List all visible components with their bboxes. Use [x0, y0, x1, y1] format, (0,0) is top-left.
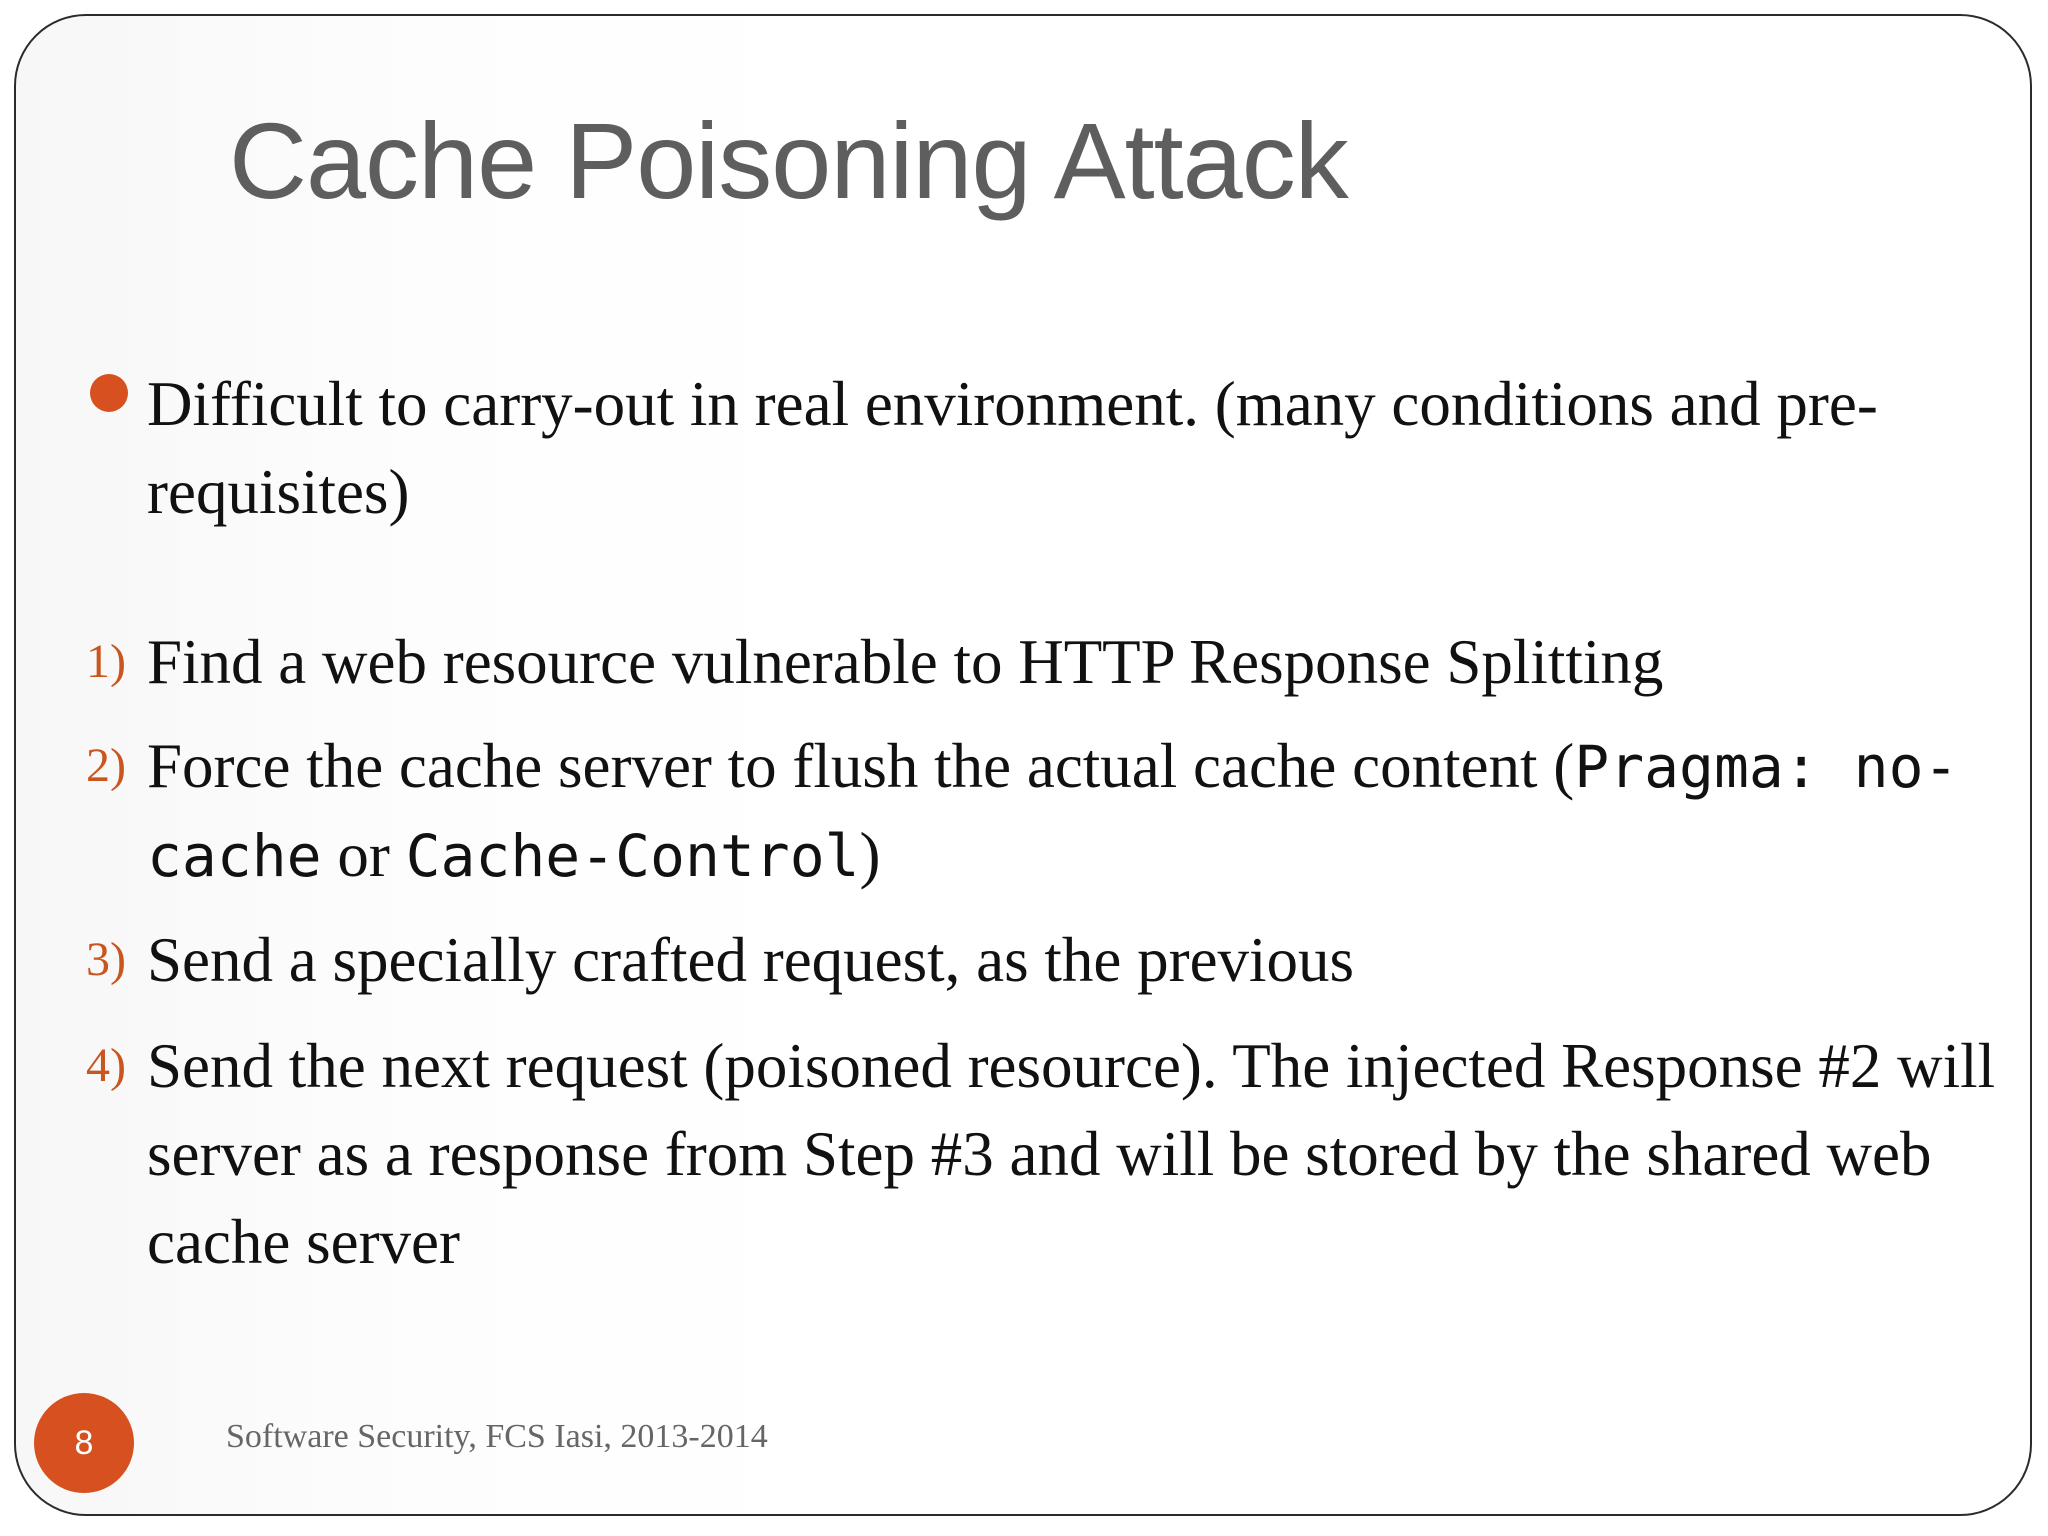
- code-cache-control: Cache-Control: [405, 822, 860, 890]
- slide-title: Cache Poisoning Attack: [229, 100, 1348, 221]
- step-text: Find a web resource vulnerable to HTTP Response Splitting: [147, 627, 1664, 697]
- footer-text: Software Security, FCS Iasi, 2013-2014: [226, 1418, 768, 1455]
- step-number: 4): [86, 1039, 126, 1092]
- page-number-badge: 8: [34, 1393, 134, 1493]
- code-pragma: Pragma: no-cache: [147, 733, 1959, 890]
- step-text-part: or: [321, 820, 406, 890]
- step-number: 2): [86, 739, 126, 792]
- step-text: [147, 722, 2047, 900]
- step-text: Send a specially crafted request, as the previous: [147, 925, 1355, 995]
- bullet-dot-icon: [90, 374, 128, 412]
- step-number: 1): [86, 635, 126, 688]
- step-number: 3): [86, 933, 126, 986]
- step-text-part: Force the cache server to flush the actual cache content (: [147, 731, 1575, 801]
- bullet-text: Difficult to carry-out in real environment. (many conditions and pre-requisites): [147, 369, 1878, 527]
- step-text-part: ): [859, 820, 881, 890]
- step-text: Send the next request (poisoned resource). The injected Response #2 will server as a response from Step #3 and will be stored by the shared web cache server: [147, 1031, 1996, 1277]
